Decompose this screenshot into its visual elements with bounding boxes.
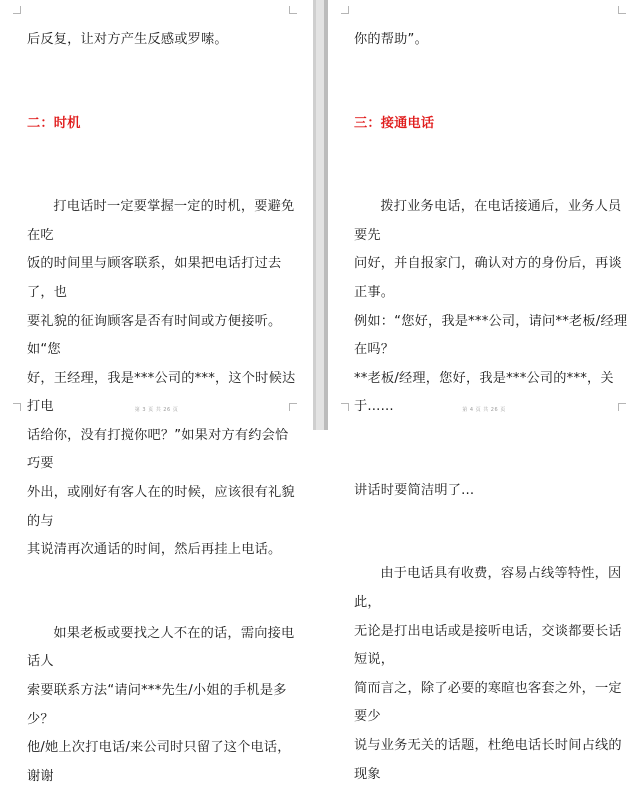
- blank-line: [27, 68, 299, 97]
- paragraph-line: 你的帮助”。: [354, 32, 428, 47]
- blank-line: [27, 578, 299, 607]
- gutter-shadow-left: [313, 0, 316, 430]
- crop-mark-top-left: [13, 6, 21, 14]
- paragraph-line: 要礼貌的征询顾客是否有时间或方便接听。如“您: [27, 313, 282, 358]
- paragraph-line: 例如：“您好，我是***公司，请问**老板/经理在吗？: [354, 313, 628, 358]
- paragraph-line: 无论是打出电话或是接听电话，交谈都要长话短说，: [354, 623, 622, 668]
- blank-line: [354, 519, 628, 548]
- paragraph-line: 他/她上次打电话/来公司时只留了这个电话，谢谢: [27, 740, 291, 784]
- paragraph-line: 后反复，让对方产生反感或罗嗦。: [27, 32, 228, 47]
- paragraph-line: 如果老板或要找之人不在的话，需向接电话人: [27, 625, 295, 670]
- paragraph-line: 好，王经理，我是***公司的***，这个时候达打电: [27, 370, 296, 415]
- blank-line: [354, 435, 628, 464]
- section-heading: 三：接通电话: [354, 115, 435, 131]
- paragraph-line: 饭的时间里与顾客联系，如果把电话打过去了，也: [27, 256, 282, 300]
- paragraph-line: 讲话时要简洁明了...: [354, 482, 475, 498]
- document-page-left[interactable]: [0, 0, 313, 784]
- paragraph-line: 外出，或刚好有客人在的时候，应该很有礼貌的与: [27, 485, 295, 529]
- paragraph-line: 问好，并自报家门，确认对方的身份后，再谈正事。: [354, 256, 622, 300]
- blank-line: [354, 151, 628, 180]
- crop-mark-top-right: [289, 6, 297, 14]
- paragraph-line: 简而言之，除了必要的寒暄也客套之外，一定要少: [354, 680, 622, 725]
- blank-line: [354, 68, 628, 97]
- paragraph-line: 拨打业务电话，在电话接通后，业务人员要先: [354, 199, 622, 243]
- section-heading: 二：时机: [27, 115, 81, 131]
- blank-line: [27, 151, 299, 180]
- paragraph-line: 打电话时一定要掌握一定的时机，要避免在吃: [27, 199, 295, 243]
- page-footer-right: 第 4 页 共 26 页: [462, 407, 506, 413]
- paragraph-line: 说与业务无关的话题，杜绝电话长时间占线的现象: [354, 737, 622, 782]
- crop-mark-top-right: [618, 6, 626, 14]
- paragraph-line: 索要联系方法“请问***先生/小姐的手机是多少？: [27, 683, 287, 727]
- paragraph-line: 由于电话具有收费，容易占线等特性，因此，: [354, 566, 622, 610]
- paragraph-line: 其说清再次通话的时间，然后再挂上电话。: [27, 542, 282, 558]
- document-page-right[interactable]: [328, 0, 640, 782]
- crop-mark-top-left: [341, 6, 349, 14]
- paragraph-line: 话给你，没有打搅你吧？”如果对方有约会恰巧要: [27, 427, 289, 472]
- page-footer-left: 第 3 页 共 26 页: [134, 407, 179, 413]
- paragraph-line: **老板/经理，您好，我是***公司的***，关于......: [354, 370, 614, 415]
- page-gutter: [313, 0, 328, 430]
